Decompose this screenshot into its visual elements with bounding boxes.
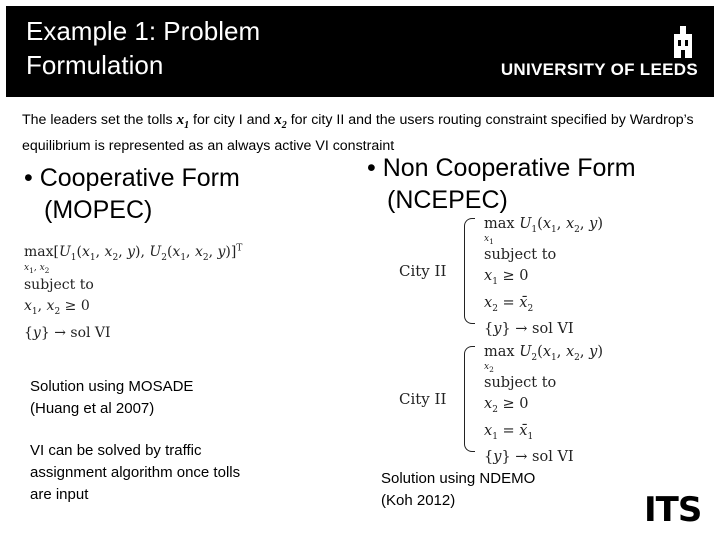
title-line-2: Formulation <box>26 50 164 80</box>
its-logo: ITS <box>644 490 702 530</box>
var-x1: $x_1$ <box>176 112 190 131</box>
mopec-subject-to: subject to <box>24 277 94 294</box>
mopec-formula <box>24 238 242 344</box>
mopec-vi: {y} → sol VI <box>24 325 111 342</box>
cooperative-heading: • Cooperative Form (MOPEC) <box>24 164 240 224</box>
city-label-1: City II <box>399 262 447 280</box>
vi-note: VI can be solved by traffic assignment algorithm once tolls are input <box>30 442 241 503</box>
mopec-objective: $\max[U_1(x_1$, $x_2$, y), $U_2(x_1$, $x_2$, y)]$^T$ <box>24 243 243 263</box>
mosade-note: Solution using MOSADE (Huang et al 2007) <box>30 378 194 417</box>
ncepec-system-2: $\max U_2(x_1$, $x_2$, y) $x_2$ subject to $x_2 \ge 0$ $x_1$ = $x̄_1$ {y} → sol VI <box>484 344 603 466</box>
title-bar <box>6 6 714 97</box>
ncepec-system-1: $\max U_1(x_1$, $x_2$, y) $x_1$ subject to $x_1 \ge 0$ $x_2$ = $x̄_2$ {y} → sol VI <box>484 216 603 338</box>
slide-title <box>26 14 260 82</box>
brace-1 <box>464 218 475 324</box>
mopec-constraint: $x_1$, $x_2 \ge 0$ <box>24 298 90 318</box>
brace-2 <box>464 346 475 452</box>
intro-text: The leaders set the tolls $x_1$ for city I and $x_2$ for city II and the users routing constraint specified by Wardrop’s equilibrium is represented as an always active VI constraint <box>22 112 694 154</box>
title-line-1: Example 1: Problem <box>26 16 261 46</box>
mopec-subscript: $x_1$, $x_2$ <box>24 263 50 276</box>
university-crest-icon <box>672 24 694 58</box>
ndemo-note: Solution using NDEMO (Koh 2012) <box>381 470 536 509</box>
non-cooperative-heading: • Non Cooperative Form (NCEPEC) <box>367 154 636 214</box>
university-logo-text: UNIVERSITY OF LEEDS <box>500 60 698 79</box>
var-x2: $x_2$ <box>274 112 287 131</box>
city-label-2: City II <box>399 390 447 408</box>
